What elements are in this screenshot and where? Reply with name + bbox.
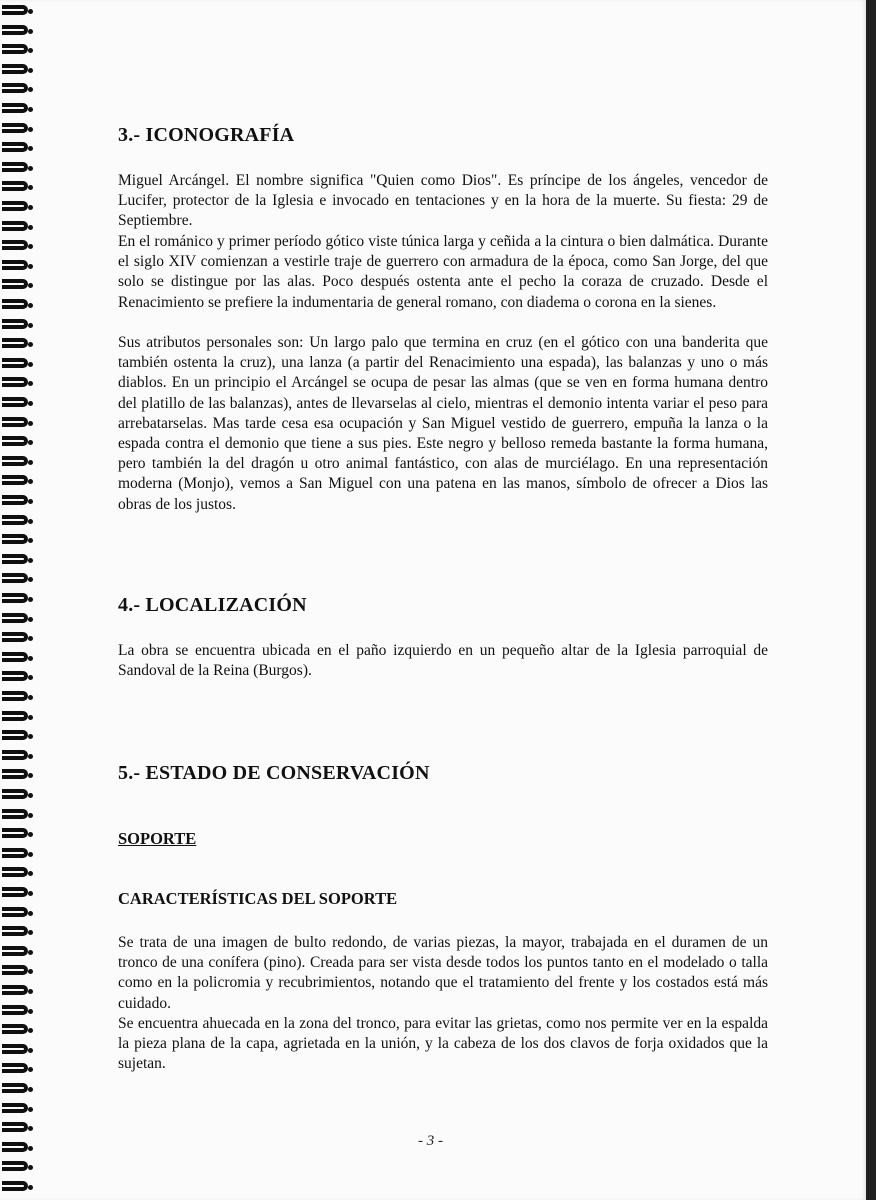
binding-coil [2, 82, 32, 96]
binding-coil [2, 788, 32, 802]
binding-coil [2, 102, 32, 116]
binding-coil [2, 200, 32, 214]
binding-coil [2, 474, 32, 488]
binding-coil [2, 670, 32, 684]
binding-coil [2, 337, 32, 351]
paragraph-localizacion-1: La obra se encuentra ubicada en el paño izquierdo en un pequeño altar de la Iglesia parroquial de Sandoval de la Reina (Burgos). [118, 642, 768, 680]
binding-coil [2, 357, 32, 371]
binding-coil [2, 945, 32, 959]
binding-coil [2, 455, 32, 469]
binding-coil [2, 514, 32, 528]
paragraph-iconografia-3: Sus atributos personales son: Un largo palo que termina en cruz (en el gótico con una banderita que también ostenta la cruz), una lanza (a partir del Renacimiento una espada), las balanzas y uno o más diablos. En un principio el Arcángel se ocupa de pesar las almas (que se ven en forma humana dentro del platillo de las balanzas), antes de llevarselas al cielo, mientras el demonio intenta variar el peso para arrebatarselas. Mas tarde cesa esa ocupación y San Miguel vestido de guerrero, empuña la lanza o la espada contra el demonio que tiene a sus pies. Este negro y belloso remeda bastante la forma humana, pero también la del dragón u otro animal fantástico, con alas de murciélago. En una representación moderna (Monjo), vemos a San Miguel con una patena en las manos, símbolo de ofrecer a Dios las obras de los justos. [118, 334, 768, 513]
paragraph-conservacion-2: Se encuentra ahuecada en la zona del tronco, para evitar las grietas, como nos permite ver en la espalda la pieza plana de la capa, agrietada en la unión, y la cabeza de los dos clavos de forja oxidados que la sujetan. [118, 1015, 768, 1073]
section-heading-iconografia: 3.- ICONOGRAFÍA [118, 124, 295, 146]
binding-coil [2, 847, 32, 861]
binding-coil [2, 984, 32, 998]
binding-coil [2, 964, 32, 978]
binding-coil [2, 278, 32, 292]
paragraph-iconografia-1: Miguel Arcángel. El nombre significa "Quien como Dios". Es príncipe de los ángeles, vencedor de Lucifer, protector de la Iglesia e invocado en tentaciones y en la hora de la muerte. Su fiesta: 29 de Septiembre. [118, 172, 768, 230]
binding-coil [2, 690, 32, 704]
binding-coil [2, 651, 32, 665]
binding-coil [2, 494, 32, 508]
binding-coil [2, 1082, 32, 1096]
binding-coil [2, 827, 32, 841]
binding-coil [2, 376, 32, 390]
binding-coil [2, 592, 32, 606]
binding-coil [2, 396, 32, 410]
binding-coil [2, 63, 32, 77]
binding-coil [2, 1043, 32, 1057]
binding-coil [2, 631, 32, 645]
binding-coil [2, 612, 32, 626]
binding-coil [2, 1160, 32, 1174]
binding-coil [2, 43, 32, 57]
subheading-caracteristicas-soporte: CARACTERÍSTICAS DEL SOPORTE [118, 889, 398, 908]
binding-coil [2, 1062, 32, 1076]
binding-coil [2, 768, 32, 782]
binding-coil [2, 141, 32, 155]
binding-coil [2, 886, 32, 900]
binding-coil [2, 298, 32, 312]
section-heading-localizacion: 4.- LOCALIZACIÓN [118, 594, 307, 616]
binding-coil [2, 710, 32, 724]
binding-coil [2, 866, 32, 880]
subheading-soporte: SOPORTE [118, 829, 197, 848]
paragraph-iconografia-2: En el románico y primer período gótico viste túnica larga y ceñida a la cintura o bien dalmática. Durante el siglo XIV comienzan a vestirle traje de guerrero con armadura de la época, como San Jorge, del que solo se distingue por las alas. Poco después ostenta ante el pecho la coraza de cruzado. Desde el Renacimiento se prefiere la indumentaria de general romano, con diadema o corona en la sienes. [118, 233, 768, 311]
page-number: - 3 - [418, 1133, 443, 1149]
binding-coil [2, 1141, 32, 1155]
binding-coil [2, 259, 32, 273]
binding-coil [2, 906, 32, 920]
binding-coil [2, 24, 32, 38]
binding-coil [2, 161, 32, 175]
paragraph-conservacion-1: Se trata de una imagen de bulto redondo, de varias piezas, la mayor, trabajada en el duramen de un tronco de una conífera (pino). Creada para ser vista desde todos los puntos tanto en el modelado o talla como en la policromia y recubrimientos, notando que el tratamiento del frente y los costados está más cuidado. [118, 934, 768, 1012]
binding-coil [2, 1023, 32, 1037]
binding-coil [2, 1180, 32, 1194]
binding-coil [2, 925, 32, 939]
section-heading-conservacion: 5.- ESTADO DE CONSERVACIÓN [118, 762, 430, 784]
binding-coil [2, 435, 32, 449]
binding-coil [2, 220, 32, 234]
binding-coil [2, 416, 32, 430]
binding-coil [2, 808, 32, 822]
binding-coil [2, 318, 32, 332]
binding-coil [2, 572, 32, 586]
binding-coil [2, 729, 32, 743]
binding-coil [2, 122, 32, 136]
spiral-binding [0, 0, 40, 1200]
binding-coil [2, 553, 32, 567]
binding-coil [2, 1004, 32, 1018]
binding-coil [2, 239, 32, 253]
binding-coil [2, 1121, 32, 1135]
binding-coil [2, 1102, 32, 1116]
binding-coil [2, 749, 32, 763]
binding-coil [2, 533, 32, 547]
binding-coil [2, 180, 32, 194]
binding-coil [2, 4, 32, 18]
page-edge-shadow [866, 0, 876, 1200]
